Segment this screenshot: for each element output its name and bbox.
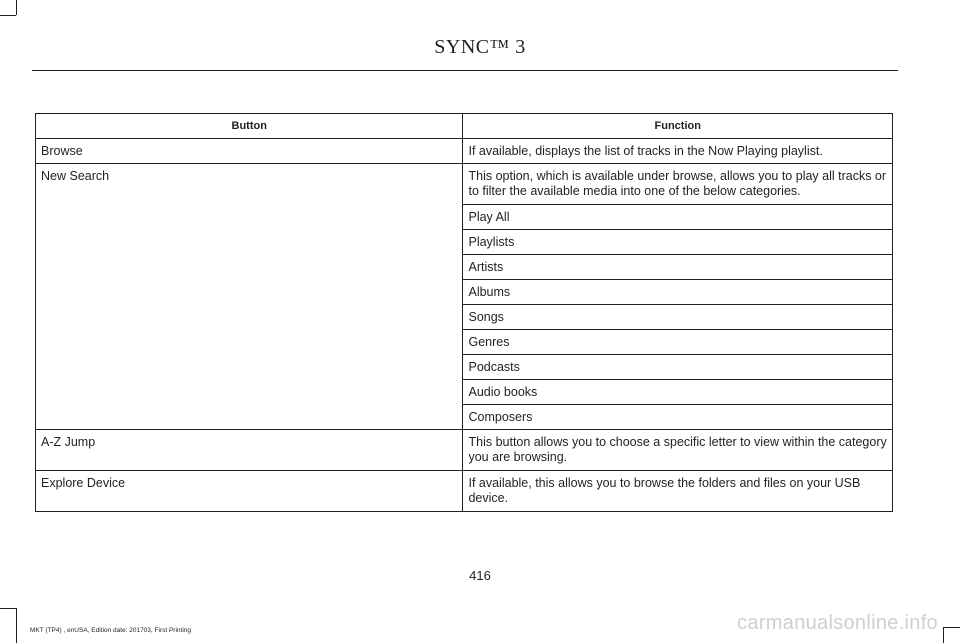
crop-mark bbox=[0, 608, 16, 609]
table-row bbox=[36, 430, 893, 471]
button-cell: Explore Device bbox=[36, 471, 463, 512]
button-cell: Browse bbox=[36, 139, 463, 164]
watermark: carmanualsonline.info bbox=[737, 612, 938, 634]
crop-mark bbox=[16, 608, 17, 643]
button-cell: New Search bbox=[36, 164, 463, 430]
button-cell: A-Z Jump bbox=[36, 430, 463, 471]
table-row bbox=[36, 471, 893, 512]
category-cell: Albums bbox=[463, 280, 893, 305]
crop-mark bbox=[16, 0, 17, 15]
crop-mark bbox=[943, 627, 944, 643]
function-cell: If available, this allows you to browse the folders and files on your USB device. bbox=[463, 471, 893, 512]
category-cell: Songs bbox=[463, 305, 893, 330]
page-number: 416 bbox=[469, 568, 491, 583]
category-cell: Play All bbox=[463, 205, 893, 230]
table-header-row bbox=[36, 114, 893, 139]
category-cell: Composers bbox=[463, 405, 893, 430]
crop-mark bbox=[943, 627, 960, 628]
category-cell: Audio books bbox=[463, 380, 893, 405]
column-header-function: Function bbox=[463, 114, 893, 139]
table-row bbox=[36, 164, 893, 205]
column-header-button: Button bbox=[36, 114, 463, 139]
header-divider bbox=[32, 70, 898, 71]
button-function-table bbox=[35, 113, 893, 512]
category-cell: Artists bbox=[463, 255, 893, 280]
function-cell: This option, which is available under browse, allows you to play all tracks or to filter the available media into one of the below categories. bbox=[463, 164, 893, 205]
category-cell: Genres bbox=[463, 330, 893, 355]
section-title: SYNC™ 3 bbox=[434, 36, 526, 58]
edition-note: MKT (TP4) , enUSA, Edition date: 201703, First Printing bbox=[30, 627, 192, 634]
category-cell: Playlists bbox=[463, 230, 893, 255]
category-cell: Podcasts bbox=[463, 355, 893, 380]
function-cell: This button allows you to choose a specific letter to view within the category you are browsing. bbox=[463, 430, 893, 471]
function-cell: If available, displays the list of tracks in the Now Playing playlist. bbox=[463, 139, 893, 164]
table-row bbox=[36, 139, 893, 164]
crop-mark bbox=[0, 15, 16, 16]
